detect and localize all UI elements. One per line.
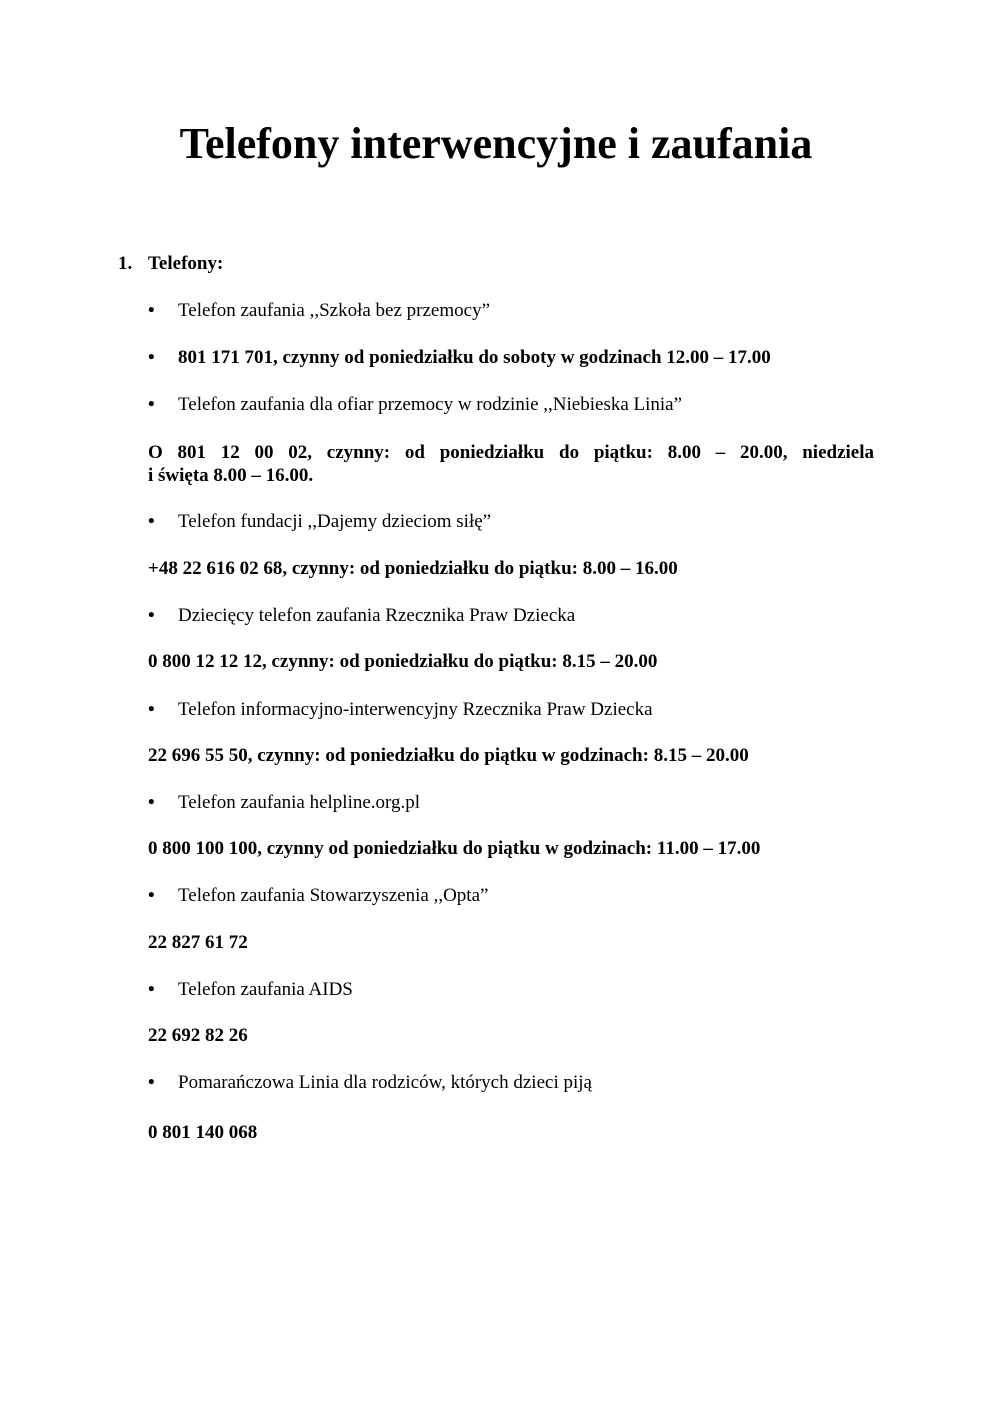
bullet-icon: • — [148, 885, 155, 906]
list-item — [148, 604, 874, 627]
section-number: 1. — [118, 253, 133, 274]
list-item — [148, 978, 874, 1001]
list-item-label: Telefon zaufania helpline.org.pl — [178, 792, 421, 813]
section-heading — [118, 252, 223, 276]
page-title: Telefony interwencyjne i zaufania — [179, 119, 813, 168]
phone-details: 22 696 55 50, czynny: od poniedziałku do piątku w godzinach: 8.15 – 20.00 — [148, 745, 749, 766]
phone-details — [148, 441, 874, 487]
bullet-icon: • — [148, 979, 155, 1000]
phone-details-line-2: i święta 8.00 – 16.00. — [148, 465, 314, 486]
phone-details: 0 801 140 068 — [148, 1122, 258, 1143]
bullet-icon: • — [148, 1072, 155, 1093]
list-item — [148, 299, 874, 322]
list-item — [148, 791, 874, 814]
bullet-icon: • — [148, 605, 155, 626]
list-item — [148, 346, 874, 369]
list-item — [148, 698, 874, 721]
phone-details: 22 827 61 72 — [148, 932, 248, 953]
list-item-label: Telefon zaufania AIDS — [178, 979, 353, 1000]
bullet-icon: • — [148, 300, 155, 321]
phone-details: 22 692 82 26 — [148, 1025, 248, 1046]
section-heading-label: Telefony: — [148, 253, 224, 274]
bullet-icon: • — [148, 792, 155, 813]
list-item-label: Telefon zaufania ,,Szkoła bez przemocy” — [178, 300, 491, 321]
bullet-icon: • — [148, 511, 155, 532]
list-item-label: Dziecięcy telefon zaufania Rzecznika Praw Dziecka — [178, 605, 576, 626]
bullet-icon: • — [148, 699, 155, 720]
list-item-label: Telefon zaufania dla ofiar przemocy w rodzinie ,,Niebieska Linia” — [178, 394, 683, 415]
list-item — [148, 393, 874, 416]
list-item-label: Pomarańczowa Linia dla rodziców, których dzieci piją — [178, 1072, 592, 1093]
list-item-label: Telefon zaufania Stowarzyszenia ,,Opta” — [178, 885, 489, 906]
bullet-icon: • — [148, 394, 155, 415]
phone-details-line-1: O 801 12 00 02, czynny: od poniedziałku do piątku: 8.00 – 20.00, niedziela — [148, 442, 874, 463]
bullet-icon: • — [148, 347, 155, 368]
list-item-label: Telefon informacyjno-interwencyjny Rzecznika Praw Dziecka — [178, 699, 653, 720]
phone-details: 0 800 100 100, czynny od poniedziałku do piątku w godzinach: 11.00 – 17.00 — [148, 838, 761, 859]
list-item — [148, 1071, 874, 1094]
phone-details: 0 800 12 12 12, czynny: od poniedziałku do piątku: 8.15 – 20.00 — [148, 651, 658, 672]
list-item — [148, 510, 874, 533]
list-item — [148, 884, 874, 907]
list-item-label: Telefon fundacji ,,Dajemy dzieciom siłę” — [178, 511, 492, 532]
phone-details: +48 22 616 02 68, czynny: od poniedziałku do piątku: 8.00 – 16.00 — [148, 558, 678, 579]
list-item-label: 801 171 701, czynny od poniedziałku do soboty w godzinach 12.00 – 17.00 — [178, 347, 771, 368]
